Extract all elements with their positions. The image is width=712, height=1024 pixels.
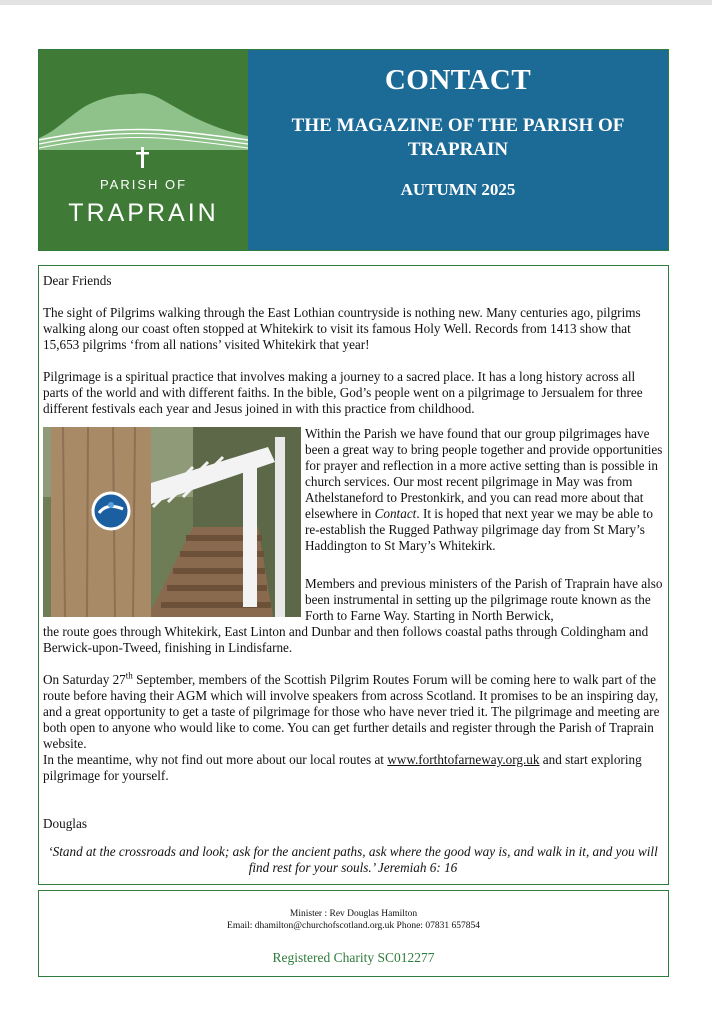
contact-footer	[38, 890, 669, 977]
paragraph-3-text-a: Within the Parish we have found that our group pilgrimages have been a great way to bring people together and provide opportunities for prayer and reflection in a more active setting than is possible in church services. Our most recent pilgrimage in May was from Athelstaneford to Prestonkirk, and you can read more about that elsewhere in	[305, 426, 663, 521]
paragraph-4b: the route goes through Whitekirk, East Linton and Dunbar and then follows coastal paths through Coldingham and Berwick-upon-Tweed, finishing in Lindisfarne.	[43, 624, 649, 655]
minister-line: Minister : Rev Douglas Hamilton	[289, 909, 418, 919]
signoff: Douglas	[43, 816, 87, 831]
paragraph-4a: Members and previous ministers of the Parish of Traprain have also been instrumental in setting up the pilgrimage route known as the Forth to Farne Way. Starting in North Berwick,	[305, 576, 663, 623]
salutation: Dear Friends	[43, 273, 112, 288]
magazine-subtitle: THE MAGAZINE OF THE PARISH OF TRAPRAIN	[291, 115, 625, 160]
paragraph-5-superscript: th	[125, 670, 133, 681]
paragraph-3-text-b: . It is hoped that next year we may be able to re-establish the Rugged Pathway pilgrimage day from St Mary’s Haddington to St Mary’s Whitekirk.	[305, 506, 653, 553]
paragraph-6	[43, 752, 663, 784]
paragraph-2: Pilgrimage is a spiritual practice that involves making a journey to a sacred place. It has a long history across all parts of the world and with different faiths. In the bible, God’s people went on a pilgrimage to Jersualem for three different festivals each year and Jesus joined in with this practice from childhood.	[43, 369, 643, 416]
logo-parish-of: PARISH OF	[99, 177, 188, 192]
contact-line: Email: dhamilton@churchofscotland.org.uk Phone: 07831 657854	[227, 921, 480, 931]
paragraph-1: The sight of Pilgrims walking through the East Lothian countryside is nothing new. Many centuries ago, pilgrims walking along our coast often stopped at Whitekirk to visit its famous Holy Well. Records from 1413 show that 15,653 pilgrims ‘from all nations’ visited Whitekirk that year!	[43, 305, 641, 352]
issue-label: AUTUMN 2025	[400, 180, 516, 199]
paragraph-6-text-a: In the meantime, why not find out more about our local routes at	[43, 752, 388, 767]
scripture-quote: ‘Stand at the crossroads and look; ask for the ancient paths, ask where the good way is, and walk in it, and you will find rest for your souls.’ Jeremiah 6: 16	[48, 844, 658, 875]
paragraph-3	[305, 426, 663, 554]
charity-number: Registered Charity SC012277	[272, 950, 435, 965]
forth-to-farne-link[interactable]: www.forthtofarneway.org.uk	[387, 752, 540, 767]
paragraph-3-emphasis: Contact	[374, 506, 417, 521]
letter-box	[38, 265, 669, 885]
logo-traprain: TRAPRAIN	[68, 199, 219, 227]
paragraph-6-text-b: and start exploring pilgrimage for yourself.	[43, 752, 642, 783]
pilgrim-path-photo	[43, 427, 301, 617]
magazine-header	[38, 49, 669, 251]
title-panel	[248, 50, 668, 250]
paragraph-5	[43, 672, 663, 752]
paragraph-5-text-b: September, members of the Scottish Pilgrim Routes Forum will be coming here to walk part of the route before having their AGM which will involve speakers from across Scotland. It promises to be an inspiring day, and a great opportunity to get a taste of pilgrimage for those who have never tried it. The pilgrimage and meeting are both open to anyone who would like to come. You can get further details and register through the Parish of Traprain website.	[43, 672, 660, 751]
top-bar	[0, 0, 712, 5]
parish-logo	[39, 50, 248, 250]
paragraph-5-text-a: On Saturday 27	[43, 672, 126, 687]
magazine-title: CONTACT	[384, 64, 532, 96]
